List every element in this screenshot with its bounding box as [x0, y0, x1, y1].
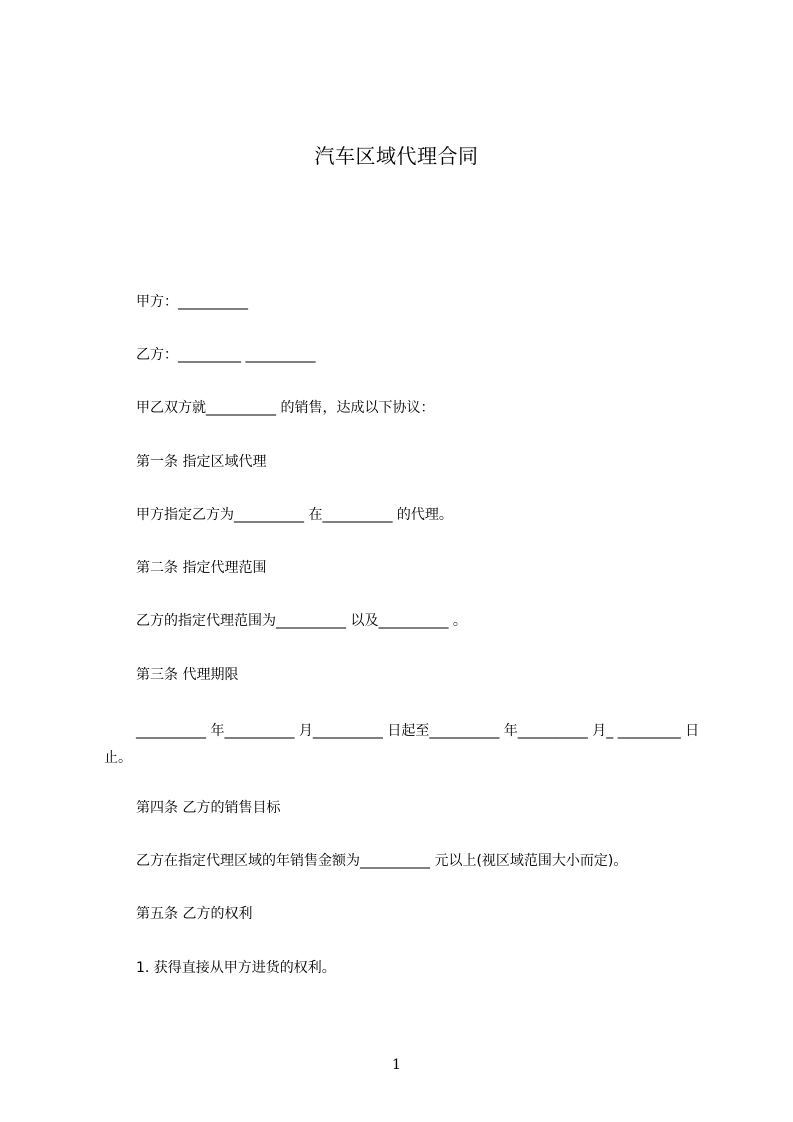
party-a-label: 甲方： [136, 294, 178, 310]
party-a-line [136, 292, 248, 312]
article-5-heading: 第五条 乙方的权利 [136, 906, 253, 922]
article-4-body: 乙方在指定代理区域的年销售金额为__________ 元以上(视区域范围大小而定)。 [136, 853, 628, 869]
article-2-heading: 第二条 指定代理范围 [136, 560, 267, 576]
page-number: 1 [392, 1057, 401, 1073]
article-4-heading: 第四条 乙方的销售目标 [136, 800, 281, 816]
article-5-item-1: 1. 获得直接从甲方进货的权利。 [136, 960, 336, 976]
article-1-body: 甲方指定乙方为__________ 在__________ 的代理。 [136, 507, 453, 523]
party-a-value: __________ [178, 294, 248, 310]
article-2-body: 乙方的指定代理范围为__________ 以及__________ 。 [136, 613, 467, 629]
document-title: 汽车区域代理合同 [314, 144, 479, 168]
article-3-body: __________ 年__________ 月__________ 日起至__________ 年__________ 月_ _________ 日止。 [104, 723, 700, 766]
article-1-heading: 第一条 指定区域代理 [136, 454, 267, 470]
intro-paragraph: 甲乙双方就__________ 的销售，达成以下协议： [136, 400, 435, 416]
party-b-line [136, 345, 315, 365]
party-b-label: 乙方： [136, 347, 178, 363]
party-b-value: _________ __________ [178, 347, 316, 363]
article-3-heading: 第三条 代理期限 [136, 667, 239, 683]
